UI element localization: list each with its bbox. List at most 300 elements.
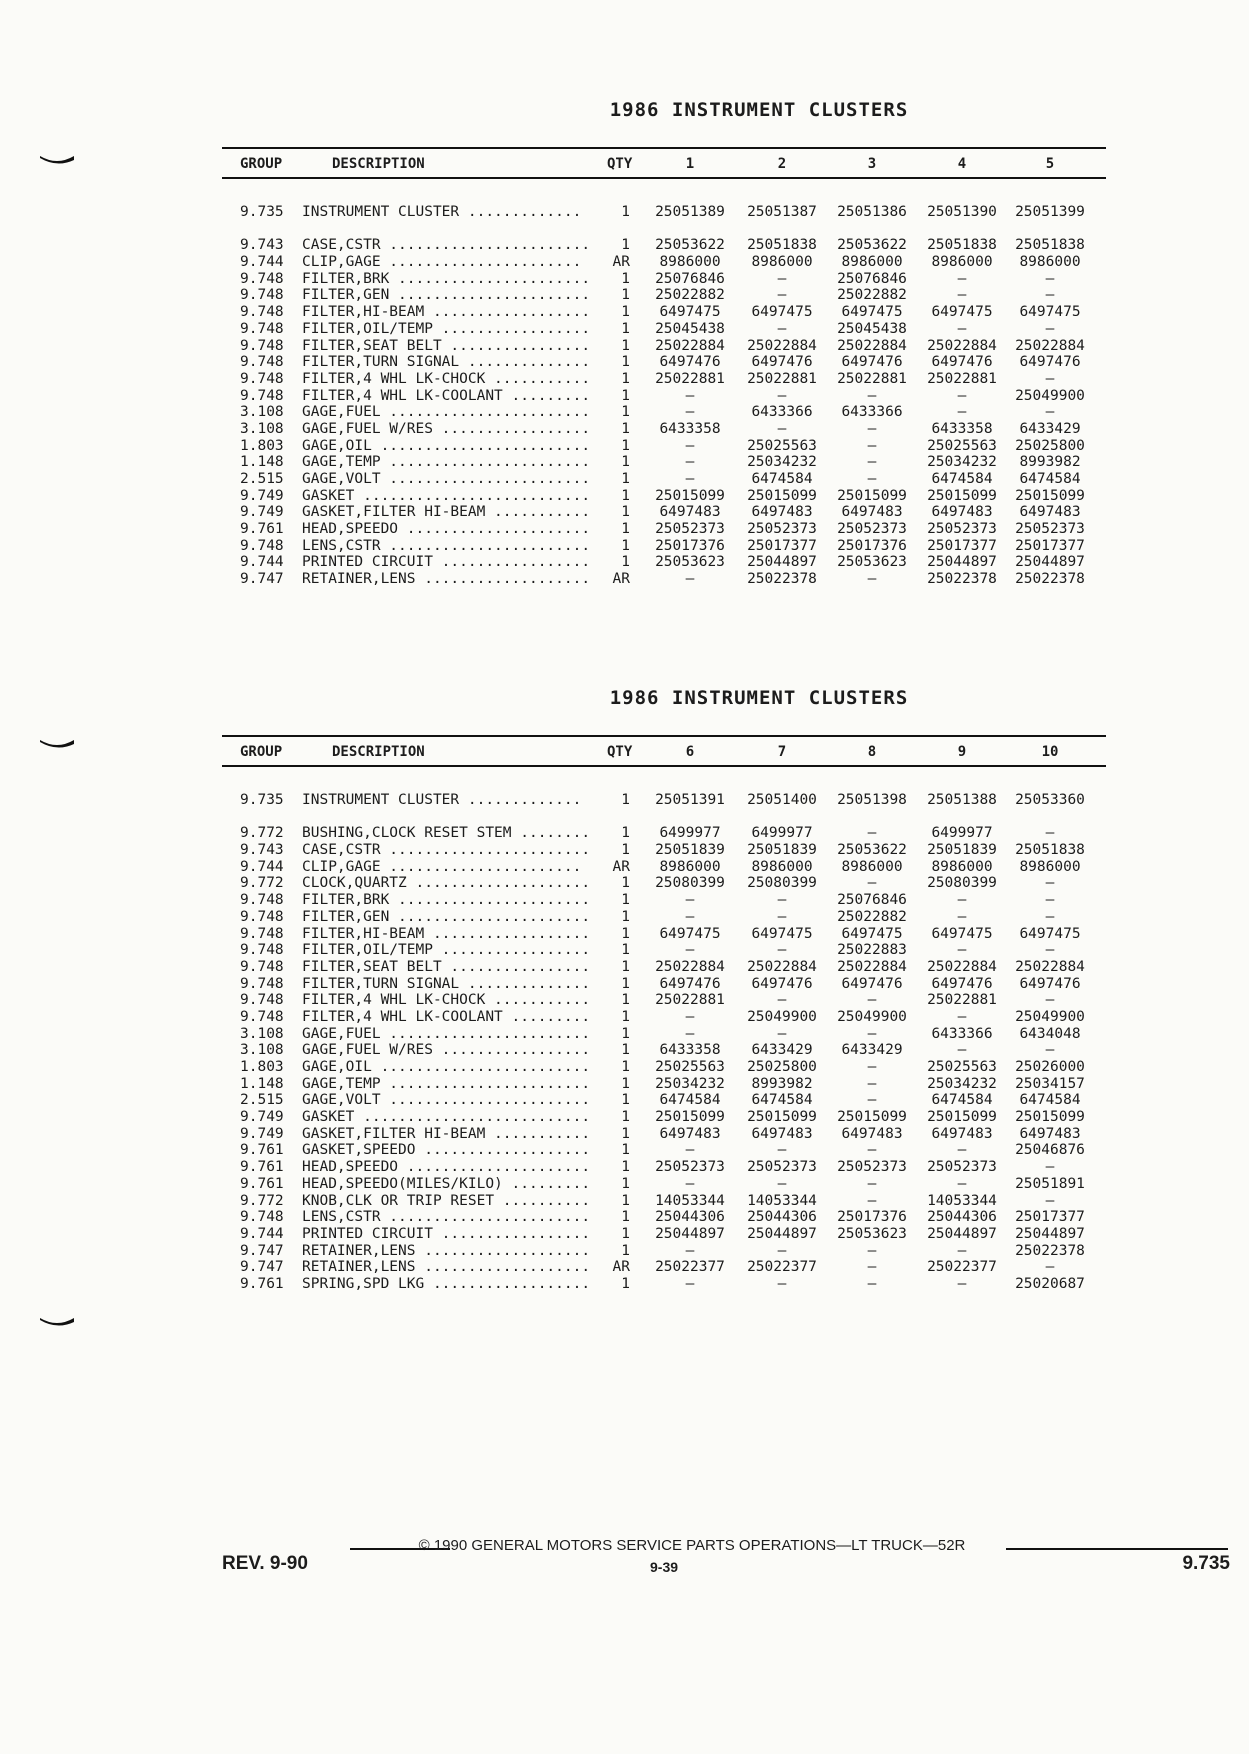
cell-part-number: —	[685, 571, 695, 588]
cell-part-number: —	[685, 437, 695, 454]
cell-part-number: 25052373	[927, 1159, 997, 1176]
cell-part-number: 25025800	[747, 1059, 817, 1075]
cell-part-number: 25022884	[655, 337, 725, 354]
table-row	[222, 959, 1106, 976]
cell-group: 9.744	[240, 254, 284, 271]
table-row	[222, 237, 1106, 254]
cell-part-number: 25051838	[1015, 237, 1085, 254]
cell-part-number: 25015099	[747, 1109, 817, 1126]
cell-description: HEAD,SPEEDO .....................	[302, 1159, 591, 1176]
cell-qty: 1	[621, 204, 630, 220]
cell-description: LENS,CSTR .......................	[302, 1209, 591, 1226]
cell-part-number: 6474584	[1019, 1092, 1081, 1109]
header-col: 1	[685, 156, 695, 172]
cell-qty: 1	[621, 1042, 630, 1059]
cell-part-number: 8993982	[1019, 454, 1081, 471]
cell-part-number: 6433429	[841, 1042, 903, 1059]
cell-qty: 1	[621, 454, 630, 471]
table-row	[222, 909, 1106, 926]
cell-group: 9.749	[240, 1125, 284, 1142]
cell-description: PRINTED CIRCUIT .................	[302, 1225, 591, 1242]
cell-part-number: 25044306	[655, 1209, 725, 1226]
cell-description: RETAINER,LENS ...................	[302, 1242, 591, 1259]
cell-part-number: 25022884	[837, 337, 907, 354]
cell-description: GAGE,OIL ........................	[302, 437, 591, 454]
cell-part-number: —	[957, 387, 967, 404]
cell-part-number: 25044897	[927, 554, 997, 571]
cell-part-number: 25076846	[655, 270, 725, 287]
cell-part-number: 6433366	[751, 404, 813, 421]
cell-qty: 1	[621, 337, 630, 354]
cell-part-number: 6497476	[751, 975, 813, 992]
cell-part-number: 25051386	[837, 204, 907, 220]
cell-part-number: 25022884	[1015, 958, 1085, 975]
cell-description: FILTER,GEN ......................	[302, 908, 591, 925]
table-row	[222, 1243, 1106, 1260]
cell-part-number: 25015099	[655, 487, 725, 504]
cell-qty: 1	[621, 792, 630, 808]
cell-qty: 1	[621, 537, 630, 554]
cell-part-number: —	[777, 992, 787, 1009]
cell-part-number: 25022884	[927, 958, 997, 975]
cell-part-number: 6497483	[931, 504, 993, 521]
cell-description: FILTER,4 WHL LK-COOLANT .........	[302, 387, 591, 404]
cell-part-number: 14053344	[747, 1192, 817, 1209]
cell-part-number: —	[867, 1242, 877, 1259]
header-col: 4	[957, 156, 967, 172]
header-col: 2	[777, 156, 787, 172]
cell-description: SPRING,SPD LKG ..................	[302, 1275, 591, 1292]
cell-description: FILTER,OIL/TEMP .................	[302, 942, 591, 959]
cell-part-number: 25025563	[927, 437, 997, 454]
cell-qty: 1	[621, 304, 630, 321]
cell-part-number: —	[685, 1008, 695, 1025]
cell-qty: 1	[621, 554, 630, 571]
cell-part-number: —	[777, 1275, 787, 1292]
cell-description: FILTER,BRK ......................	[302, 270, 591, 287]
cell-qty: 1	[621, 958, 630, 975]
cell-part-number: —	[957, 1242, 967, 1259]
cell-part-number: —	[867, 875, 877, 892]
cell-description: CLIP,GAGE ......................	[302, 858, 582, 875]
cell-part-number: —	[867, 1075, 877, 1092]
cell-part-number: 6497476	[751, 354, 813, 371]
cell-part-number: —	[1045, 908, 1055, 925]
cell-part-number: 6474584	[659, 1092, 721, 1109]
cell-group: 9.748	[240, 908, 284, 925]
cell-part-number: —	[777, 320, 787, 337]
cell-part-number: —	[867, 437, 877, 454]
cell-part-number: 25051891	[1015, 1175, 1085, 1192]
cell-part-number: 6434048	[1019, 1025, 1081, 1042]
cell-part-number: 6433358	[659, 420, 721, 437]
table-header	[222, 149, 1106, 179]
cell-group: 3.108	[240, 1025, 284, 1042]
cell-part-number: —	[957, 1175, 967, 1192]
cell-part-number: 25022884	[927, 337, 997, 354]
cell-qty: 1	[621, 320, 630, 337]
cell-part-number: —	[867, 1142, 877, 1159]
cell-part-number: 25022881	[927, 370, 997, 387]
cell-part-number: 6474584	[751, 471, 813, 487]
cell-part-number: —	[1045, 320, 1055, 337]
cell-part-number: —	[685, 908, 695, 925]
cell-part-number: 25022884	[747, 337, 817, 354]
cell-part-number: 6497475	[751, 304, 813, 321]
cell-description: FILTER,HI-BEAM ..................	[302, 925, 591, 942]
cell-part-number: —	[1045, 1159, 1055, 1176]
cell-part-number: —	[777, 1242, 787, 1259]
cell-part-number: 6497483	[659, 1125, 721, 1142]
page-footer	[222, 1535, 1230, 1575]
table-row	[222, 254, 1106, 271]
cell-part-number: 6497475	[841, 304, 903, 321]
cell-qty: 1	[621, 1075, 630, 1092]
cell-description: GAGE,FUEL .......................	[302, 404, 591, 421]
cell-part-number: 25017376	[655, 537, 725, 554]
cell-part-number: —	[957, 908, 967, 925]
cell-group: 9.749	[240, 504, 284, 521]
cell-part-number: 25052373	[1015, 521, 1085, 538]
cell-part-number: 25025800	[1015, 437, 1085, 454]
cell-group: 9.761	[240, 521, 284, 538]
cell-part-number: 25015099	[837, 1109, 907, 1126]
cell-part-number: 25025563	[927, 1059, 997, 1075]
cell-qty: 1	[621, 892, 630, 909]
cell-part-number: 6474584	[931, 1092, 993, 1109]
footer-page-number: 9-39	[650, 1559, 679, 1575]
header-qty: QTY	[607, 156, 633, 172]
cell-group: 9.747	[240, 1259, 284, 1276]
cell-part-number: 25022378	[927, 571, 997, 588]
cell-part-number: 25045438	[655, 320, 725, 337]
cell-part-number: —	[685, 892, 695, 909]
table-row	[222, 1042, 1106, 1059]
header-description: DESCRIPTION	[332, 744, 425, 760]
cell-part-number: 25053622	[837, 237, 907, 254]
cell-part-number: —	[957, 287, 967, 304]
cell-part-number: —	[685, 1242, 695, 1259]
binder-mark-icon	[40, 154, 74, 164]
cell-part-number: 6497475	[841, 925, 903, 942]
cell-qty: 1	[621, 1225, 630, 1242]
cell-part-number: —	[685, 454, 695, 471]
cell-part-number: —	[685, 471, 695, 487]
cell-part-number: 25045438	[837, 320, 907, 337]
cell-part-number: 25052373	[747, 1159, 817, 1176]
cell-part-number: —	[777, 387, 787, 404]
cell-part-number: 6497483	[841, 504, 903, 521]
cell-part-number: —	[867, 1092, 877, 1109]
cell-part-number: 6497483	[751, 504, 813, 521]
cell-group: 9.748	[240, 1008, 284, 1025]
cell-part-number: —	[1045, 404, 1055, 421]
cell-group: 9.748	[240, 354, 284, 371]
cell-part-number: 8986000	[841, 858, 903, 875]
cell-description: GASKET,FILTER HI-BEAM ...........	[302, 504, 591, 521]
cell-group: 9.748	[240, 270, 284, 287]
cell-part-number: —	[957, 1042, 967, 1059]
table-row	[222, 942, 1106, 959]
cell-part-number: 6433429	[1019, 420, 1081, 437]
cell-part-number: 6497476	[841, 975, 903, 992]
header-col: 7	[777, 744, 787, 760]
header-col: 3	[867, 156, 877, 172]
cell-part-number: 25015099	[1015, 1109, 1085, 1126]
cell-part-number: 6433366	[931, 1025, 993, 1042]
cell-group: 9.748	[240, 537, 284, 554]
table-row	[222, 338, 1106, 355]
cell-qty: 1	[621, 487, 630, 504]
cell-part-number: —	[867, 471, 877, 487]
cell-part-number: —	[777, 1025, 787, 1042]
cell-part-number: 6433429	[751, 1042, 813, 1059]
cell-description: FILTER,OIL/TEMP .................	[302, 320, 591, 337]
cell-description: FILTER,TURN SIGNAL ..............	[302, 354, 591, 371]
cell-part-number: 25053623	[837, 554, 907, 571]
cell-part-number: 25052373	[927, 521, 997, 538]
cell-part-number: 25034232	[927, 454, 997, 471]
cell-part-number: 25076846	[837, 892, 907, 909]
cell-part-number: —	[1045, 992, 1055, 1009]
cell-part-number: 25015099	[927, 1109, 997, 1126]
cell-description: LENS,CSTR .......................	[302, 537, 591, 554]
cell-description: GASKET ..........................	[302, 1109, 591, 1126]
cell-qty: 1	[621, 908, 630, 925]
cell-group: 1.148	[240, 454, 284, 471]
cell-part-number: 6497483	[1019, 1125, 1081, 1142]
cell-part-number: 6497475	[931, 304, 993, 321]
cell-part-number: —	[867, 1175, 877, 1192]
cell-group: 9.748	[240, 287, 284, 304]
cell-part-number: 8993982	[751, 1075, 813, 1092]
cell-part-number: 25022881	[655, 370, 725, 387]
table-row	[222, 538, 1106, 555]
cell-part-number: 6497475	[1019, 925, 1081, 942]
table-row	[222, 304, 1106, 321]
cell-part-number: 6497475	[659, 925, 721, 942]
cell-qty: AR	[612, 254, 630, 271]
cell-group: 9.748	[240, 958, 284, 975]
cell-part-number: 25017377	[927, 537, 997, 554]
cell-part-number: 25051391	[655, 792, 725, 808]
cell-part-number: 25022881	[655, 992, 725, 1009]
cell-group: 3.108	[240, 1042, 284, 1059]
cell-part-number: —	[1045, 875, 1055, 892]
cell-part-number: 25051400	[747, 792, 817, 808]
cell-part-number: —	[1045, 287, 1055, 304]
table-row	[222, 504, 1106, 521]
cell-description: CLIP,GAGE ......................	[302, 254, 582, 271]
cell-part-number: —	[1045, 370, 1055, 387]
cell-part-number: 25017376	[837, 1209, 907, 1226]
table-header	[222, 737, 1106, 767]
cell-qty: AR	[612, 1259, 630, 1276]
cell-part-number: 25051838	[927, 237, 997, 254]
footer-copyright: © 1990 GENERAL MOTORS SERVICE PARTS OPERATIONS—LT TRUCK—52R	[418, 1537, 966, 1554]
table-row	[222, 992, 1106, 1009]
cell-group: 9.744	[240, 1225, 284, 1242]
cell-part-number: 25022881	[927, 992, 997, 1009]
cell-group: 9.761	[240, 1159, 284, 1176]
cell-part-number: 25052373	[655, 1159, 725, 1176]
cell-part-number: —	[685, 1175, 695, 1192]
table-row	[222, 1159, 1106, 1176]
cell-part-number: 6497483	[751, 1125, 813, 1142]
cell-qty: 1	[621, 1059, 630, 1075]
table-row	[222, 1276, 1106, 1293]
cell-qty: 1	[621, 370, 630, 387]
cell-part-number: 25051387	[747, 204, 817, 220]
cell-description: FILTER,SEAT BELT ................	[302, 337, 591, 354]
cell-qty: 1	[621, 521, 630, 538]
cell-description: GAGE,OIL ........................	[302, 1059, 591, 1075]
cell-part-number: 25051839	[747, 842, 817, 859]
table-row	[222, 521, 1106, 538]
table-row	[222, 471, 1106, 488]
table-row	[222, 1226, 1106, 1243]
cell-group: 1.803	[240, 1059, 284, 1075]
cell-description: FILTER,TURN SIGNAL ..............	[302, 975, 591, 992]
cell-qty: 1	[621, 825, 630, 842]
cell-part-number: 25022884	[747, 958, 817, 975]
cell-part-number: 6497483	[841, 1125, 903, 1142]
cell-part-number: —	[777, 1142, 787, 1159]
cell-part-number: —	[957, 404, 967, 421]
cell-description: FILTER,4 WHL LK-COOLANT .........	[302, 1008, 591, 1025]
cell-part-number: 25022884	[655, 958, 725, 975]
cell-part-number: —	[685, 404, 695, 421]
cell-part-number: 25044306	[927, 1209, 997, 1226]
cell-part-number: 8986000	[659, 858, 721, 875]
table-row	[222, 792, 1106, 809]
cell-part-number: 6474584	[751, 1092, 813, 1109]
cell-group: 9.743	[240, 842, 284, 859]
cell-group: 9.772	[240, 825, 284, 842]
cell-part-number: 25052373	[655, 521, 725, 538]
table-row	[222, 204, 1106, 221]
cell-part-number: 6433366	[841, 404, 903, 421]
cell-part-number: 6497475	[1019, 304, 1081, 321]
cell-part-number: 25051388	[927, 792, 997, 808]
cell-part-number: 25022883	[837, 942, 907, 959]
cell-part-number: 8986000	[1019, 254, 1081, 271]
cell-part-number: 25015099	[837, 487, 907, 504]
cell-part-number: 6497476	[659, 354, 721, 371]
cell-group: 9.748	[240, 892, 284, 909]
cell-qty: AR	[612, 858, 630, 875]
cell-part-number: 25080399	[927, 875, 997, 892]
binder-mark-icon	[40, 738, 74, 748]
cell-part-number: 25022378	[1015, 571, 1085, 588]
cell-group: 9.743	[240, 237, 284, 254]
cell-group: 2.515	[240, 471, 284, 487]
section-title: 1986 INSTRUMENT CLUSTERS	[609, 687, 909, 709]
cell-qty: 1	[621, 270, 630, 287]
cell-qty: 1	[621, 1159, 630, 1176]
cell-part-number: —	[957, 1008, 967, 1025]
table-row	[222, 892, 1106, 909]
cell-qty: 1	[621, 1192, 630, 1209]
cell-part-number: —	[867, 1275, 877, 1292]
cell-part-number: 6433358	[931, 420, 993, 437]
cell-part-number: 8986000	[1019, 858, 1081, 875]
cell-description: GAGE,TEMP .......................	[302, 1075, 591, 1092]
cell-group: 2.515	[240, 1092, 284, 1109]
cell-part-number: 8986000	[751, 254, 813, 271]
table-row	[222, 438, 1106, 455]
cell-qty: 1	[621, 875, 630, 892]
cell-part-number: 25034232	[747, 454, 817, 471]
cell-part-number: 25017376	[837, 537, 907, 554]
cell-part-number: 14053344	[655, 1192, 725, 1209]
cell-part-number: 6433358	[659, 1042, 721, 1059]
table-row	[222, 1009, 1106, 1026]
cell-part-number: —	[777, 908, 787, 925]
cell-group: 9.735	[240, 204, 284, 220]
cell-qty: 1	[621, 925, 630, 942]
cell-qty: 1	[621, 1175, 630, 1192]
cell-part-number: 6499977	[931, 825, 993, 842]
cell-qty: 1	[621, 842, 630, 859]
table-row	[222, 421, 1106, 438]
cell-part-number: 25051838	[747, 237, 817, 254]
cell-qty: 1	[621, 504, 630, 521]
cell-qty: 1	[621, 1125, 630, 1142]
cell-part-number: 25044897	[927, 1225, 997, 1242]
cell-part-number: 25051399	[1015, 204, 1085, 220]
cell-part-number: 25034232	[655, 1075, 725, 1092]
table-row	[222, 859, 1106, 876]
cell-part-number: 25051839	[927, 842, 997, 859]
cell-group: 9.772	[240, 875, 284, 892]
cell-description: GAGE,FUEL .......................	[302, 1025, 591, 1042]
cell-description: PRINTED CIRCUIT .................	[302, 554, 591, 571]
cell-part-number: 6474584	[1019, 471, 1081, 487]
cell-description: GAGE,VOLT .......................	[302, 471, 591, 487]
cell-group: 9.749	[240, 1109, 284, 1126]
cell-description: INSTRUMENT CLUSTER .............	[302, 204, 582, 220]
header-qty: QTY	[607, 744, 633, 760]
cell-description: RETAINER,LENS ...................	[302, 1259, 591, 1276]
cell-part-number: —	[957, 320, 967, 337]
cell-part-number: 25025563	[747, 437, 817, 454]
cell-part-number: 25022377	[655, 1259, 725, 1276]
cell-part-number: —	[1045, 942, 1055, 959]
cell-part-number: 25022882	[655, 287, 725, 304]
cell-part-number: 25051838	[1015, 842, 1085, 859]
cell-qty: 1	[621, 1209, 630, 1226]
cell-qty: AR	[612, 571, 630, 588]
cell-part-number: —	[777, 270, 787, 287]
cell-description: FILTER,SEAT BELT ................	[302, 958, 591, 975]
cell-part-number: 6497476	[1019, 354, 1081, 371]
cell-part-number: 25044897	[747, 1225, 817, 1242]
cell-part-number: —	[1045, 1192, 1055, 1209]
cell-part-number: 6497483	[659, 504, 721, 521]
cell-part-number: 25034157	[1015, 1075, 1085, 1092]
cell-qty: 1	[621, 387, 630, 404]
cell-group: 9.761	[240, 1142, 284, 1159]
cell-group: 1.803	[240, 437, 284, 454]
cell-part-number: 6499977	[751, 825, 813, 842]
cell-qty: 1	[621, 420, 630, 437]
cell-part-number: 25052373	[837, 521, 907, 538]
table-row	[222, 388, 1106, 405]
cell-group: 3.108	[240, 404, 284, 421]
table-row	[222, 488, 1106, 505]
cell-part-number: 25022882	[837, 908, 907, 925]
